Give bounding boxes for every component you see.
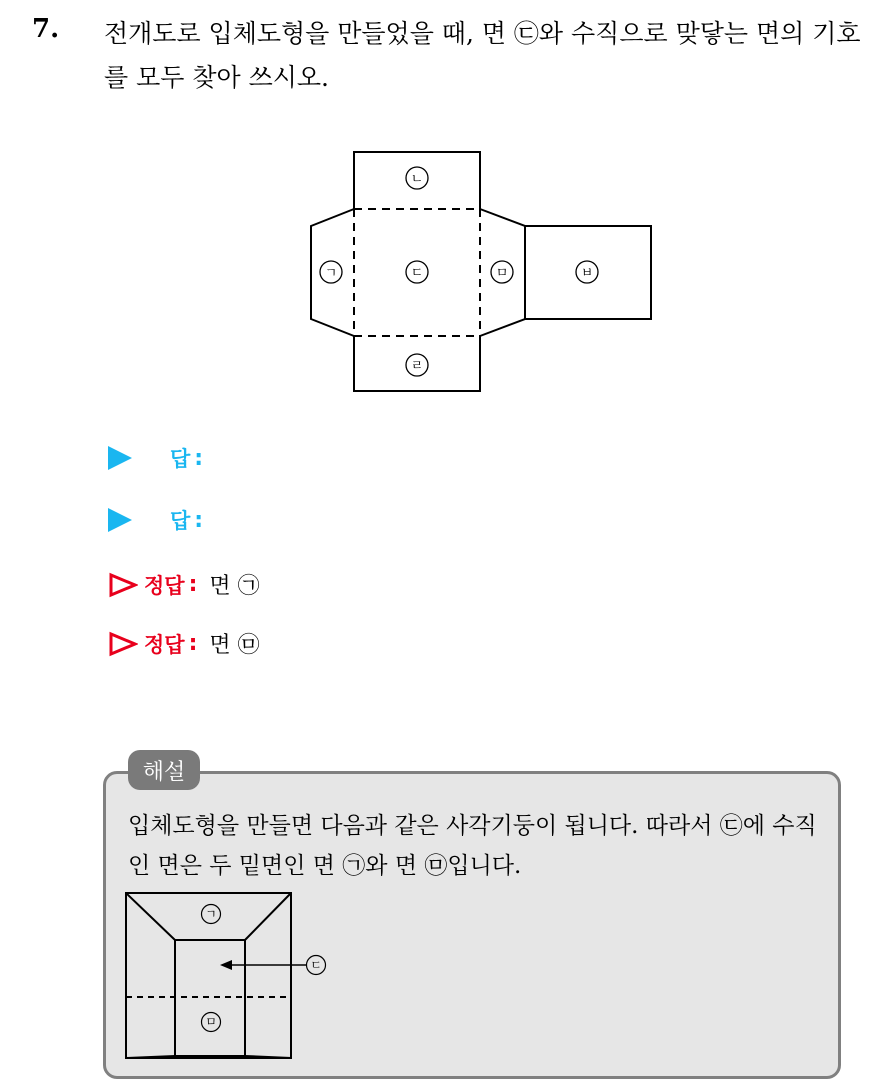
svg-text:ㄱ: ㄱ xyxy=(205,907,217,921)
net-label-bottom xyxy=(406,354,428,376)
triangle-filled-icon xyxy=(108,446,132,470)
net-label-center xyxy=(406,261,428,283)
answer-row-1 xyxy=(108,443,215,473)
svg-text:ㄹ: ㄹ xyxy=(410,359,424,374)
net-label-top xyxy=(406,167,428,189)
answer-colon: : xyxy=(194,507,204,533)
triangle-outline-icon xyxy=(108,631,138,657)
correct-label: 정답 xyxy=(144,632,185,657)
explanation-tag: 해설 xyxy=(128,750,200,790)
net-diagram xyxy=(0,0,884,420)
net-label-far-right xyxy=(576,261,598,283)
svg-text:ㄷ: ㄷ xyxy=(410,266,424,281)
triangle-outline-icon xyxy=(108,572,138,598)
correct-value: 면 ㉠ xyxy=(209,574,260,599)
svg-text:ㄷ: ㄷ xyxy=(310,958,322,972)
explanation-text: 입체도형을 만들면 다음과 같은 사각기둥이 됩니다. 따라서 ㉢에 수직인 면은 두 밑면인 면 ㉠와 면 ㉤입니다. xyxy=(128,813,817,879)
correct-row-1 xyxy=(108,569,260,600)
svg-text:ㄱ: ㄱ xyxy=(324,266,338,281)
correct-row-2 xyxy=(108,628,260,659)
answer-row-2 xyxy=(108,505,215,535)
question-number: 7. xyxy=(32,14,60,44)
correct-colon: : xyxy=(188,572,198,597)
svg-text:ㅁ: ㅁ xyxy=(205,1015,217,1029)
triangle-filled-icon xyxy=(108,508,132,532)
answer-label: 답 xyxy=(170,447,191,471)
answer-label: 답 xyxy=(170,509,191,533)
correct-colon: : xyxy=(188,631,198,656)
svg-text:ㅂ: ㅂ xyxy=(580,266,594,281)
net-label-left xyxy=(320,261,342,283)
answer-colon: : xyxy=(194,445,204,471)
question-text: 전개도로 입체도형을 만들었을 때, 면 ㉢와 수직으로 맞닿는 면의 기호를 모두 찾아 쓰시오. xyxy=(104,19,861,92)
correct-label: 정답 xyxy=(144,573,185,598)
correct-value: 면 ㉤ xyxy=(209,633,260,658)
net-label-right-side xyxy=(491,261,513,283)
svg-text:ㅁ: ㅁ xyxy=(495,266,509,281)
svg-text:ㄴ: ㄴ xyxy=(410,172,424,187)
